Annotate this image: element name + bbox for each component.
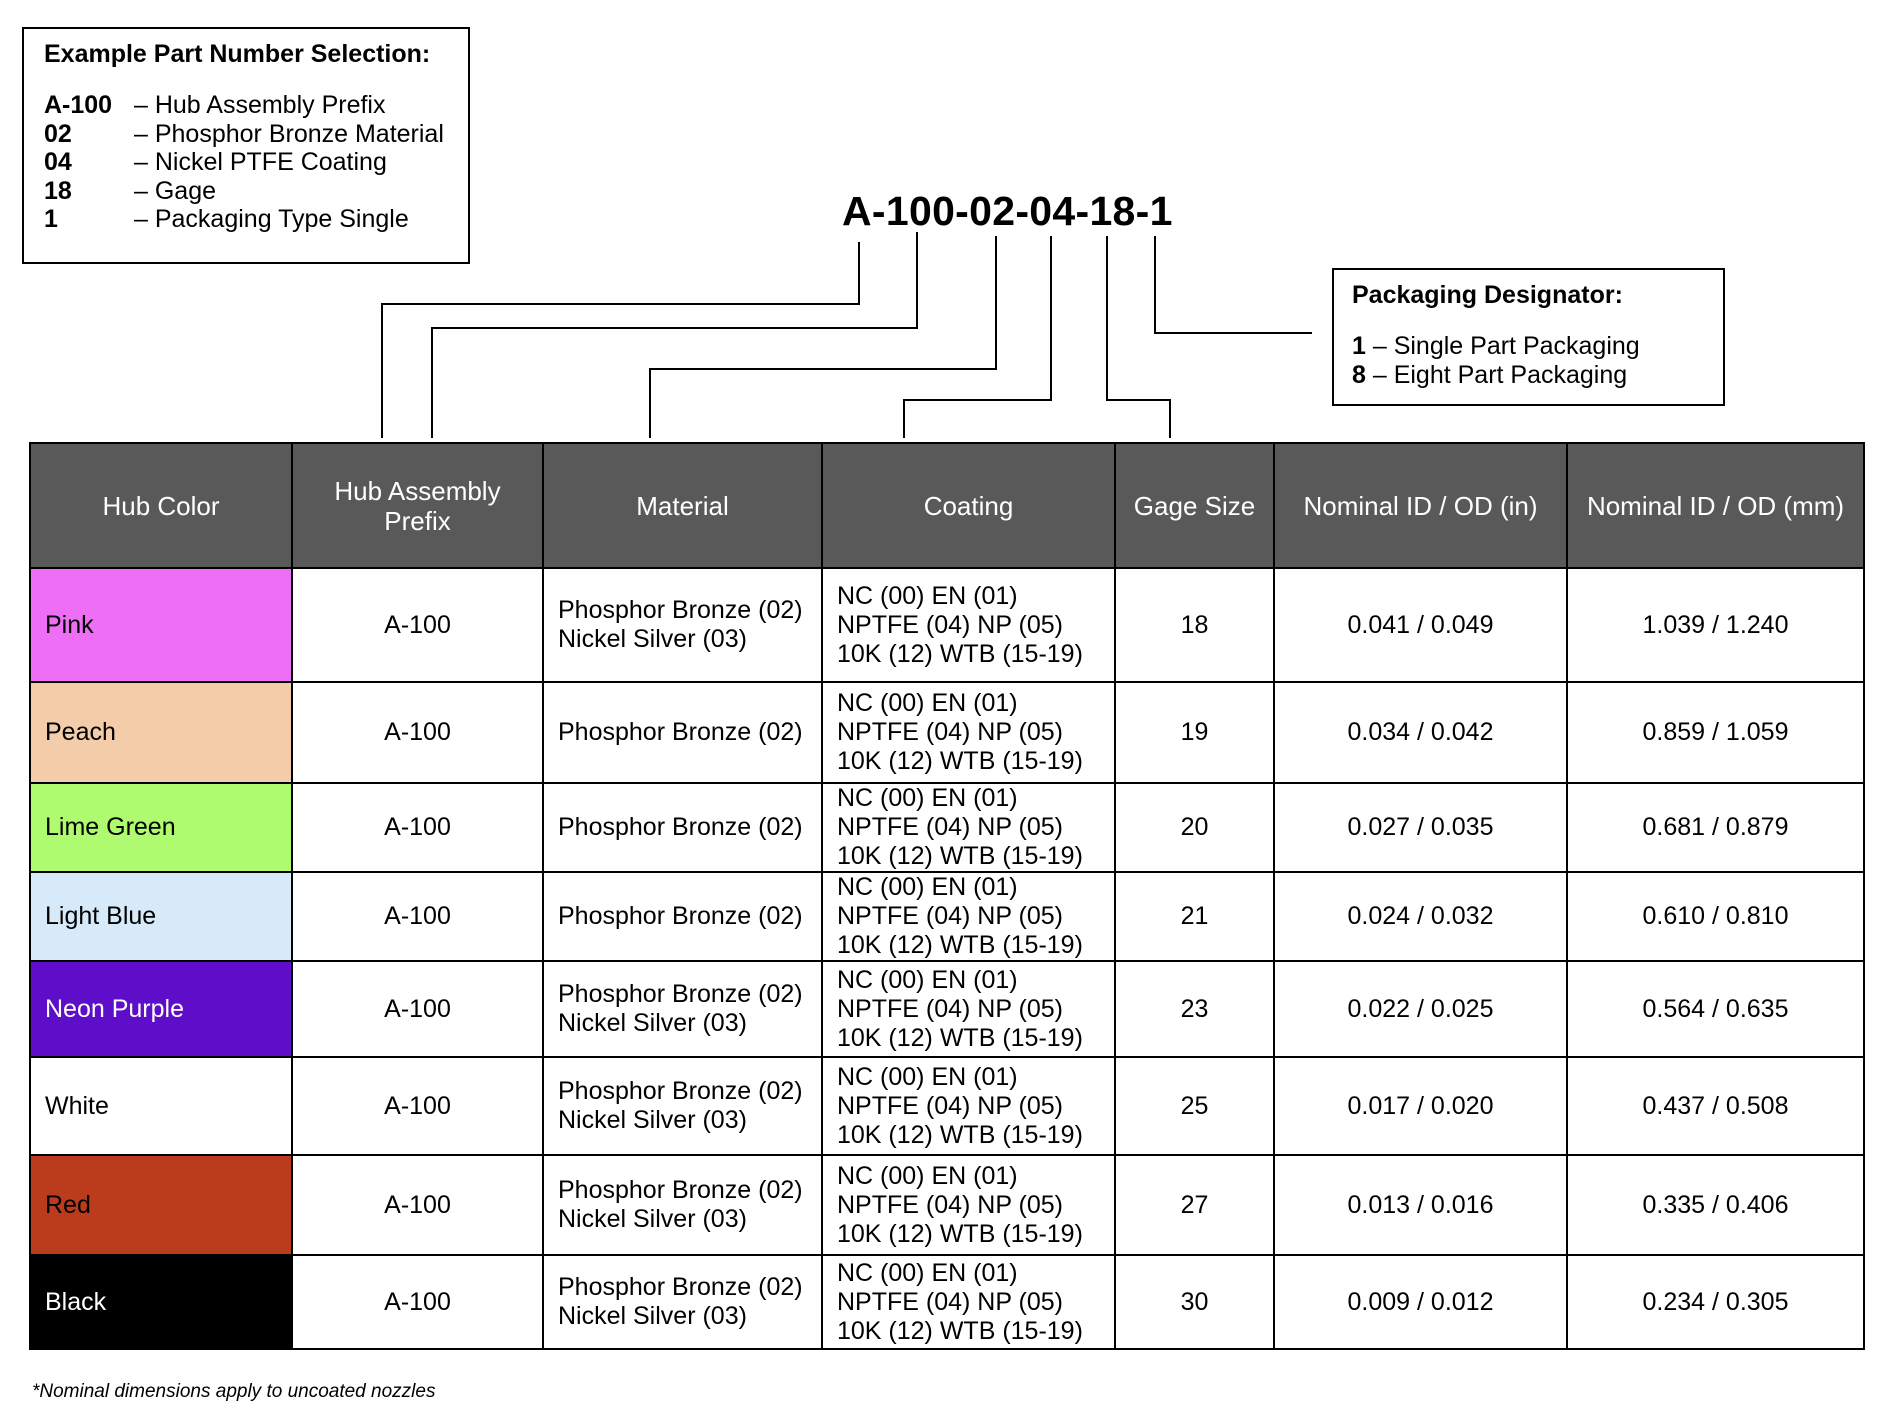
coating-cell-line: NC (00) EN (01) <box>837 1161 1018 1190</box>
coating-cell-line: NC (00) EN (01) <box>837 581 1018 610</box>
packaging-designator-list <box>1352 332 1723 390</box>
column-header: Gage Size <box>1115 443 1274 568</box>
column-header: Hub Assembly Prefix <box>292 443 543 568</box>
id-od-in-cell: 0.022 / 0.025 <box>1274 961 1567 1057</box>
coating-cell-line: NC (00) EN (01) <box>837 784 1018 812</box>
material-cell-line: Phosphor Bronze (02) <box>558 1273 803 1301</box>
id-od-mm-cell: 1.039 / 1.240 <box>1567 568 1864 682</box>
coating-cell <box>822 682 1115 783</box>
column-header: Material <box>543 443 822 568</box>
column-header: Hub Color <box>30 443 292 568</box>
coating-cell-line: NC (00) EN (01) <box>837 965 1018 994</box>
coating-cell-line: NPTFE (04) NP (05) <box>837 1190 1063 1219</box>
table-row <box>30 961 1864 1057</box>
id-od-in-cell: 0.013 / 0.016 <box>1274 1155 1567 1255</box>
material-cell-line: Phosphor Bronze (02) <box>558 980 803 1008</box>
packaging-item-code: 8 <box>1352 361 1366 389</box>
id-od-mm-cell: 0.335 / 0.406 <box>1567 1155 1864 1255</box>
coating-cell-line: 10K (12) WTB (15-19) <box>837 931 1083 959</box>
coating-cell-line: 10K (12) WTB (15-19) <box>837 1316 1083 1345</box>
prefix-cell: A-100 <box>292 568 543 682</box>
example-item-desc: – Packaging Type Single <box>134 205 409 233</box>
prefix-cell: A-100 <box>292 1057 543 1155</box>
coating-cell-line: NPTFE (04) NP (05) <box>837 1091 1063 1120</box>
coating-cell-line: NC (00) EN (01) <box>837 689 1018 717</box>
packaging-item <box>1352 361 1723 390</box>
column-header: Nominal ID / OD (mm) <box>1567 443 1864 568</box>
packaging-item <box>1352 332 1723 361</box>
leader-line-packaging <box>1155 236 1312 333</box>
example-item-code: A-100 <box>44 91 113 119</box>
coating-cell-line: NPTFE (04) NP (05) <box>837 1287 1063 1316</box>
coating-cell-line: 10K (12) WTB (15-19) <box>837 1219 1083 1248</box>
coating-cell-line: 10K (12) WTB (15-19) <box>837 842 1083 870</box>
hub-color-cell: Lime Green <box>30 783 292 872</box>
material-cell-line: Phosphor Bronze (02) <box>558 1176 803 1204</box>
id-od-in-cell: 0.041 / 0.049 <box>1274 568 1567 682</box>
example-item-desc: – Gage <box>134 176 217 205</box>
coating-cell-line: NPTFE (04) NP (05) <box>837 994 1063 1023</box>
material-cell <box>543 872 822 961</box>
prefix-cell: A-100 <box>292 783 543 872</box>
gage-cell: 23 <box>1115 961 1274 1057</box>
gage-cell: 25 <box>1115 1057 1274 1155</box>
column-header: Coating <box>822 443 1115 568</box>
example-item-code: 1 <box>44 205 58 233</box>
packaging-designator-box <box>1332 268 1725 406</box>
part-number-heading: A-100-02-04-18-1 <box>842 188 1173 234</box>
hub-color-cell: Black <box>30 1255 292 1349</box>
coating-cell <box>822 783 1115 872</box>
table-row <box>30 872 1864 961</box>
coating-cell-line: NPTFE (04) NP (05) <box>837 610 1063 639</box>
coating-cell-line: 10K (12) WTB (15-19) <box>837 1023 1083 1052</box>
material-cell <box>543 568 822 682</box>
gage-cell: 20 <box>1115 783 1274 872</box>
material-cell-line: Nickel Silver (03) <box>558 1009 747 1037</box>
prefix-cell: A-100 <box>292 682 543 783</box>
leader-line-coating <box>904 236 1051 438</box>
id-od-in-cell: 0.027 / 0.035 <box>1274 783 1567 872</box>
id-od-mm-cell: 0.564 / 0.635 <box>1567 961 1864 1057</box>
coating-cell <box>822 1057 1115 1155</box>
gage-cell: 27 <box>1115 1155 1274 1255</box>
example-item-code: 02 <box>44 119 72 148</box>
material-cell <box>543 1155 822 1255</box>
material-cell-line: Phosphor Bronze (02) <box>558 902 803 930</box>
hub-color-cell: Neon Purple <box>30 961 292 1057</box>
id-od-mm-cell: 0.681 / 0.879 <box>1567 783 1864 872</box>
id-od-in-cell: 0.034 / 0.042 <box>1274 682 1567 783</box>
gage-cell: 30 <box>1115 1255 1274 1349</box>
coating-cell-line: NPTFE (04) NP (05) <box>837 902 1063 930</box>
hub-color-cell: Light Blue <box>30 872 292 961</box>
leader-line-prefix-outer <box>382 242 859 438</box>
coating-cell <box>822 1155 1115 1255</box>
column-header: Nominal ID / OD (in) <box>1274 443 1567 568</box>
id-od-mm-cell: 0.859 / 1.059 <box>1567 682 1864 783</box>
table-row <box>30 1155 1864 1255</box>
material-cell-line: Nickel Silver (03) <box>558 1106 747 1134</box>
example-item-desc: – Hub Assembly Prefix <box>134 91 386 119</box>
id-od-mm-cell: 0.234 / 0.305 <box>1567 1255 1864 1349</box>
coating-cell-line: NC (00) EN (01) <box>837 1062 1018 1091</box>
table-body <box>30 568 1864 1349</box>
coating-cell-line: 10K (12) WTB (15-19) <box>837 1120 1083 1149</box>
id-od-in-cell: 0.009 / 0.012 <box>1274 1255 1567 1349</box>
coating-cell-line: NPTFE (04) NP (05) <box>837 813 1063 841</box>
packaging-designator-title: Packaging Designator: <box>1352 281 1623 309</box>
table-row <box>30 682 1864 783</box>
hub-spec-table <box>29 442 1865 1350</box>
gage-cell: 21 <box>1115 872 1274 961</box>
hub-color-cell: Peach <box>30 682 292 783</box>
coating-cell-line: NC (00) EN (01) <box>837 873 1018 901</box>
example-item-desc: – Nickel PTFE Coating <box>134 148 387 176</box>
material-cell-line: Nickel Silver (03) <box>558 1302 747 1330</box>
gage-cell: 19 <box>1115 682 1274 783</box>
table-header-row <box>30 443 1864 568</box>
table-row <box>30 568 1864 682</box>
coating-cell <box>822 872 1115 961</box>
leader-line-gage <box>1107 236 1170 438</box>
prefix-cell: A-100 <box>292 1255 543 1349</box>
material-cell <box>543 682 822 783</box>
id-od-in-cell: 0.017 / 0.020 <box>1274 1057 1567 1155</box>
example-selection-title: Example Part Number Selection: <box>44 40 431 68</box>
table-row <box>30 1255 1864 1349</box>
prefix-cell: A-100 <box>292 872 543 961</box>
material-cell <box>543 1255 822 1349</box>
packaging-item-desc: – Single Part Packaging <box>1365 332 1640 360</box>
coating-cell-line: NPTFE (04) NP (05) <box>837 718 1063 746</box>
example-item-desc: – Phosphor Bronze Material <box>134 119 444 148</box>
coating-cell <box>822 961 1115 1057</box>
gage-cell: 18 <box>1115 568 1274 682</box>
hub-color-cell: Pink <box>30 568 292 682</box>
example-item-code: 18 <box>44 176 72 205</box>
material-cell-line: Phosphor Bronze (02) <box>558 1077 803 1105</box>
packaging-item-desc: – Eight Part Packaging <box>1365 361 1628 389</box>
material-cell <box>543 1057 822 1155</box>
material-cell-line: Phosphor Bronze (02) <box>558 718 803 746</box>
prefix-cell: A-100 <box>292 961 543 1057</box>
id-od-mm-cell: 0.437 / 0.508 <box>1567 1057 1864 1155</box>
coating-cell <box>822 1255 1115 1349</box>
hub-color-cell: White <box>30 1057 292 1155</box>
table-row <box>30 783 1864 872</box>
id-od-in-cell: 0.024 / 0.032 <box>1274 872 1567 961</box>
coating-cell-line: NC (00) EN (01) <box>837 1258 1018 1287</box>
id-od-mm-cell: 0.610 / 0.810 <box>1567 872 1864 961</box>
coating-cell-line: 10K (12) WTB (15-19) <box>837 639 1083 668</box>
material-cell-line: Phosphor Bronze (02) <box>558 596 803 624</box>
material-cell-line: Nickel Silver (03) <box>558 1205 747 1233</box>
leader-line-material <box>650 236 996 438</box>
leader-line-prefix-inner <box>432 232 917 438</box>
example-item-code: 04 <box>44 148 72 176</box>
coating-cell <box>822 568 1115 682</box>
footnote: *Nominal dimensions apply to uncoated nozzles <box>32 1381 436 1402</box>
coating-cell-line: 10K (12) WTB (15-19) <box>837 747 1083 775</box>
packaging-item-code: 1 <box>1352 332 1366 360</box>
material-cell <box>543 783 822 872</box>
hub-color-cell: Red <box>30 1155 292 1255</box>
prefix-cell: A-100 <box>292 1155 543 1255</box>
table-row <box>30 1057 1864 1155</box>
material-cell-line: Phosphor Bronze (02) <box>558 813 803 841</box>
material-cell <box>543 961 822 1057</box>
material-cell-line: Nickel Silver (03) <box>558 625 747 653</box>
